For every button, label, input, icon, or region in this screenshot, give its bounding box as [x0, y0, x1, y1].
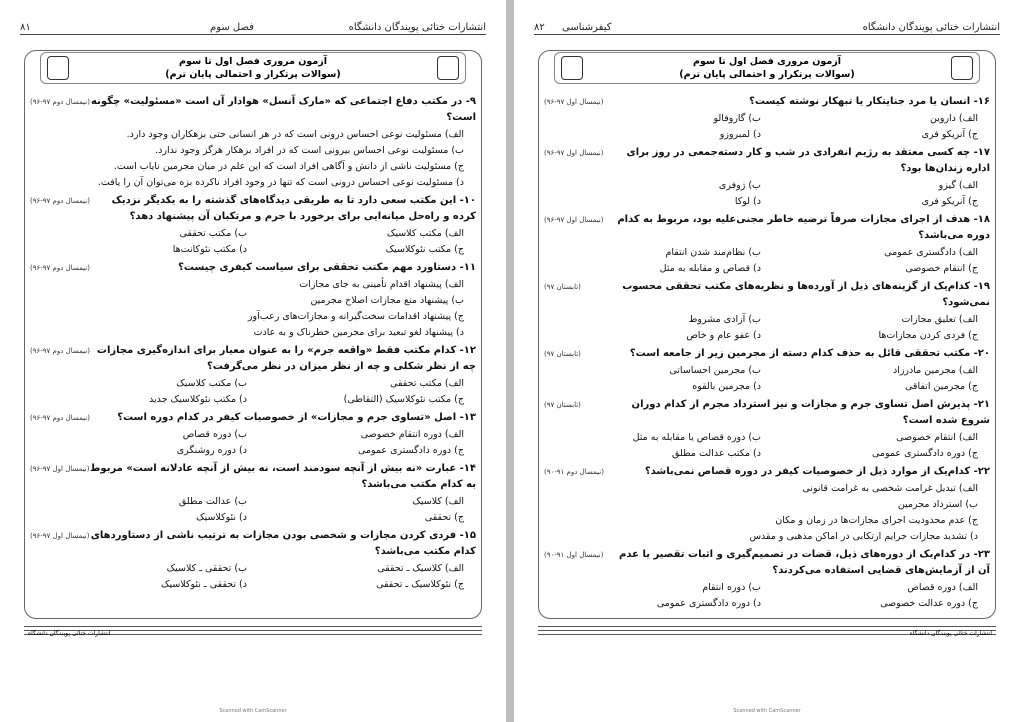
- exam-term-tag: (تابستان ۹۷): [544, 350, 581, 358]
- option-row: [544, 194, 990, 210]
- option-row: [30, 494, 476, 510]
- question-text: (نیمسال دوم ۹۱-۹۰) ۲۲- کدام‌یک از موارد ذیل از خصوصیات کیفر در دوره قصاص نمی‌باشد؟: [544, 464, 990, 480]
- option-row: [30, 443, 476, 459]
- option-row: [544, 430, 990, 446]
- question-text: (تابستان ۹۷) ۲۰- مکتب تحققی قائل به حذف کدام دسته از مجرمین زیر از جامعه است؟: [544, 346, 990, 362]
- option-row: [544, 328, 990, 344]
- answer-option: ب) مسئولیت نوعی احساس بیرونی است که در افراد بزهکار هرگز وجود ندارد.: [155, 145, 464, 156]
- question-text: (نیمسال اول ۹۷-۹۶) ۱۸- هدف از اجرای مجازات صرفاً ترضیه خاطر مجنی‌علیه بود، مربوط به کدام دوره می‌باشد؟: [544, 214, 990, 241]
- answer-option: ب) دوره قصاص یا مقابله به مثل: [632, 432, 761, 443]
- exam-term-tag: (نیمسال دوم ۹۷-۹۶): [30, 197, 90, 205]
- answer-option: الف) دوره قصاص: [907, 582, 978, 593]
- answer-option: ب) ژوفری: [718, 180, 761, 191]
- left-questions: [30, 92, 476, 593]
- answer-option: د) لمبروزو: [719, 129, 761, 140]
- answer-option: ب) آزادی مشروط: [688, 314, 761, 325]
- answer-option: د) لوکا: [734, 196, 761, 207]
- answer-option: الف) تبدیل غرامت شخصی به غرامت قانونی: [802, 483, 978, 494]
- answer-option: ج) مجرمین اتفاقی: [905, 381, 978, 392]
- right-page: [514, 0, 1020, 722]
- left-title: آزمون مروری فصل اول تا سوم: [179, 56, 327, 67]
- answer-option: الف) دوره انتقام خصوصی: [360, 429, 464, 440]
- right-header: [534, 22, 1000, 42]
- answer-option: الف) مکتب تحققی: [390, 378, 464, 389]
- answer-option: الف) مجرمین مادرزاد: [892, 365, 978, 376]
- answer-option: الف) دادگستری عمومی: [884, 247, 978, 258]
- right-title-box: [554, 52, 980, 84]
- answer-option: د) مکتب عدالت مطلق: [672, 448, 761, 459]
- option-row: [544, 363, 990, 379]
- option-row: [544, 245, 990, 261]
- answer-option: الف) مکتب کلاسیک: [386, 228, 464, 239]
- answer-option: د) تحققی ـ نئوکلاسیک: [160, 579, 247, 590]
- question-text: (نیمسال اول ۹۷-۹۶) ۱۴- عبارت «نه بیش از آنچه سودمند است، نه بیش از آنچه عادلانه است» مربوط به کدام مکتب می‌باشد؟: [30, 463, 476, 490]
- answer-option: ب) پیشنهاد منع مجازات اصلاح مجرمین: [310, 295, 464, 306]
- right-header-rule: [534, 34, 1000, 35]
- answer-option: ب) استرداد مجرمین: [897, 499, 978, 510]
- question-text: (تابستان ۹۷) ۲۱- پذیرش اصل تساوی جرم و مجازات و نیز استرداد مجرم از کدام دوران شروع شده است؟: [544, 399, 990, 426]
- answer-option: د) تشدید مجازات جرایم ارتکابی در اماکن مذهبی و مقدس: [749, 531, 978, 542]
- right-header-publisher: انتشارات ختائی پویندگان دانشگاه: [862, 22, 1000, 33]
- answer-option: ج) نئوکلاسیک ـ تحققی: [376, 579, 464, 590]
- question-text: (نیمسال دوم ۹۷-۹۶) ۱۱- دستاورد مهم مکتب تحققی برای سیاست کیفری چیست؟: [30, 260, 476, 276]
- exam-term-tag: (نیمسال اول ۹۷-۹۶): [30, 532, 90, 540]
- left-chapter-label: فصل سوم: [210, 22, 254, 33]
- right-page-number: ۸۲: [534, 22, 545, 33]
- answer-option: ج) آنریکو فری: [921, 129, 978, 140]
- question-text: (نیمسال اول ۹۱-۹۰) ۲۳- در کدام‌یک از دوره‌های ذیل، قضات در تصمیم‌گیری و اثبات تقصیر یا عدم آن از آزمایش‌های قضایی استفاده می‌کردند؟: [544, 549, 990, 576]
- left-subtitle: (سوالات پرتکرار و احتمالی پایان ترم): [165, 69, 341, 80]
- answer-option: الف) پیشنهاد اقدام تأمینی به جای مجازات: [299, 279, 464, 290]
- answer-option: الف) مسئولیت نوعی احساس درونی است که در هر انسانی حتی بزهکاران وجود دارد.: [126, 129, 464, 140]
- answer-option: ج) پیشنهاد اقدامات سخت‌گیرانه و مجازات‌های رعب‌آور: [247, 311, 464, 322]
- answer-option: ج) انتقام خصوصی: [905, 263, 978, 274]
- answer-option: ج) آنریکو فری: [921, 196, 978, 207]
- answer-option: د) مکتب نئوکلاسیک جدید: [149, 394, 247, 405]
- answer-option: د) مکتب نئوکانت‌ها: [172, 244, 247, 255]
- left-page-number: ۸۱: [20, 22, 31, 33]
- exam-icon: [951, 56, 973, 80]
- exam-term-tag: (نیمسال اول ۹۷-۹۶): [544, 216, 604, 224]
- scan-watermark: Scanned with CamScanner: [219, 708, 287, 714]
- option-row: [544, 127, 990, 143]
- answer-option: ب) دوره قصاص: [182, 429, 247, 440]
- answer-option: الف) کلاسیک: [412, 496, 464, 507]
- answer-option: ج) عدم محدودیت اجرای مجازات‌ها در زمان و مکان: [775, 515, 978, 526]
- answer-option: الف) گیزو: [938, 180, 978, 191]
- option-row: [30, 242, 476, 258]
- left-footer-logo: انتشارات ختائی پویندگان دانشگاه: [28, 630, 111, 637]
- answer-option: د) نئوکلاسیک: [196, 512, 247, 523]
- right-title: آزمون مروری فصل اول تا سوم: [693, 56, 841, 67]
- answer-option: الف) تعلیق مجازات: [901, 314, 978, 325]
- exam-icon: [561, 56, 583, 80]
- question-text: (نیمسال دوم ۹۷-۹۶) ۱۲- کدام مکتب فقط «واقعه جرم» را به عنوان معیار برای اندازه‌گیری مجازات چه از نظر شکلی و چه از نظر میزان در نظر می‌گرفت؟: [30, 345, 476, 372]
- exam-term-tag: (نیمسال دوم ۹۷-۹۶): [30, 264, 90, 272]
- question-text: (نیمسال اول ۹۷-۹۶) ۱۶- انسان یا مرد جنایتکار یا تبهکار نوشته کیست؟: [544, 94, 990, 110]
- option-row: [544, 446, 990, 462]
- scan-watermark: Scanned with CamScanner: [733, 708, 801, 714]
- answer-option: ج) دوره دادگستری عمومی: [872, 448, 978, 459]
- right-questions: [544, 92, 990, 612]
- answer-option: ج) فردی کردن مجازات‌ها: [878, 330, 978, 341]
- answer-option: ب) دوره انتقام: [702, 582, 761, 593]
- answer-option: ب) تحققی ـ کلاسیک: [166, 563, 247, 574]
- answer-option: ج) مکتب نئوکلاسیک: [385, 244, 464, 255]
- option-row: [544, 596, 990, 612]
- option-row: [544, 379, 990, 395]
- option-row: [30, 226, 476, 242]
- left-title-box: [40, 52, 466, 84]
- question-text: (نیمسال دوم ۹۷-۹۶) ۹- در مکتب دفاع اجتماعی که «مارک آنسل» هوادار آن است «مسئولیت» چگونه است؟: [30, 96, 476, 123]
- left-header-rule: [20, 34, 486, 35]
- answer-option: ج) دوره عدالت خصوصی: [880, 598, 978, 609]
- option-row: [30, 376, 476, 392]
- left-page: [0, 0, 506, 722]
- answer-option: الف) کلاسیک ـ تحققی: [377, 563, 464, 574]
- left-header: [20, 22, 486, 42]
- answer-option: د) پیشنهاد لغو تبعید برای مجرمین خطرناک و به عادت: [253, 327, 464, 338]
- exam-term-tag: (نیمسال دوم ۹۱-۹۰): [544, 468, 604, 476]
- option-row: [544, 111, 990, 127]
- answer-option: ب) گاروفالو: [713, 113, 761, 124]
- left-header-publisher: انتشارات ختائی پویندگان دانشگاه: [348, 22, 486, 33]
- option-row: [544, 580, 990, 596]
- exam-term-tag: (نیمسال اول ۹۷-۹۶): [30, 465, 90, 473]
- answer-option: د) دوره دادگستری عمومی: [656, 598, 761, 609]
- exam-term-tag: (نیمسال اول ۹۱-۹۰): [544, 551, 604, 559]
- exam-icon: [437, 56, 459, 80]
- question-text: (تابستان ۹۷) ۱۹- کدام‌یک از گزینه‌های ذیل از آورده‌ها و نظریه‌های مکتب تحققی محسوب نمی‌شود؟: [544, 281, 990, 308]
- answer-option: ب) مکتب کلاسیک: [176, 378, 247, 389]
- answer-option: ج) تحققی: [424, 512, 464, 523]
- exam-term-tag: (تابستان ۹۷): [544, 401, 581, 409]
- question-text: (نیمسال دوم ۹۷-۹۶) ۱۳- اصل «تساوی جرم و مجازات» از خصوصیات کیفر در کدام دوره است؟: [30, 410, 476, 426]
- option-row: [544, 178, 990, 194]
- exam-term-tag: (نیمسال دوم ۹۷-۹۶): [30, 414, 90, 422]
- question-text: (نیمسال اول ۹۷-۹۶) ۱۷- چه کسی معتقد به رژیم انفرادی در شب و کار دسته‌جمعی در روز برای اداره زندان‌ها بود؟: [544, 147, 990, 174]
- exam-term-tag: (نیمسال اول ۹۷-۹۶): [544, 149, 604, 157]
- exam-term-tag: (نیمسال دوم ۹۷-۹۶): [30, 98, 90, 106]
- answer-option: ب) عدالت مطلق: [178, 496, 247, 507]
- exam-icon: [47, 56, 69, 80]
- option-row: [30, 561, 476, 577]
- answer-option: د) قصاص و مقابله به مثل: [659, 263, 761, 274]
- option-row: [30, 427, 476, 443]
- exam-term-tag: (نیمسال اول ۹۷-۹۶): [544, 98, 604, 106]
- answer-option: د) مسئولیت نوعی احساس درونی است که تنها در وجود افراد ناکرده بزه می‌توان آن را یافت.: [97, 177, 464, 188]
- exam-term-tag: (نیمسال دوم ۹۷-۹۶): [30, 347, 90, 355]
- question-text: (نیمسال دوم ۹۷-۹۶) ۱۰- این مکتب سعی دارد تا به طریقی دیدگاه‌های گذشته را به یکدیگر نزدیک کرده و راه‌حل میانه‌ایی برای برخورد با جرم و مرتکبان آن پیشنهاد دهد؟: [30, 195, 476, 222]
- answer-option: ب) مجرمین احساساتی: [669, 365, 761, 376]
- answer-option: ج) دوره دادگستری عمومی: [358, 445, 464, 456]
- page-gutter: [506, 0, 514, 722]
- answer-option: د) مجرمین بالقوه: [692, 381, 761, 392]
- answer-option: ج) مکتب نئوکلاسیک (التقاطی): [343, 394, 464, 405]
- option-row: [30, 577, 476, 593]
- exam-term-tag: (تابستان ۹۷): [544, 283, 581, 291]
- answer-option: د) دوره روشنگری: [176, 445, 247, 456]
- answer-option: ب) نظام‌مند شدن انتقام: [665, 247, 761, 258]
- right-subtitle: (سوالات پرتکرار و احتمالی پایان ترم): [679, 69, 855, 80]
- answer-option: ج) مسئولیت ناشی از دانش و آگاهی افراد است که این علم در میان مجرمین نایاب است.: [113, 161, 464, 172]
- answer-option: الف) انتقام خصوصی: [896, 432, 978, 443]
- option-row: [30, 392, 476, 408]
- answer-option: د) عفو عام و خاص: [686, 330, 761, 341]
- right-book-title: کیفرشناسی: [562, 22, 612, 33]
- option-row: [544, 261, 990, 277]
- question-text: (نیمسال اول ۹۷-۹۶) ۱۵- فردی کردن مجازات و شخصی بودن مجازات به ترتیب ناشی از دستاوردهای کدام مکتب می‌باشد؟: [30, 530, 476, 557]
- option-row: [544, 312, 990, 328]
- right-footer-logo: انتشارات ختائی پویندگان دانشگاه: [909, 630, 992, 637]
- answer-option: ب) مکتب تحققی: [179, 228, 247, 239]
- option-row: [30, 510, 476, 526]
- answer-option: الف) داروین: [929, 113, 978, 124]
